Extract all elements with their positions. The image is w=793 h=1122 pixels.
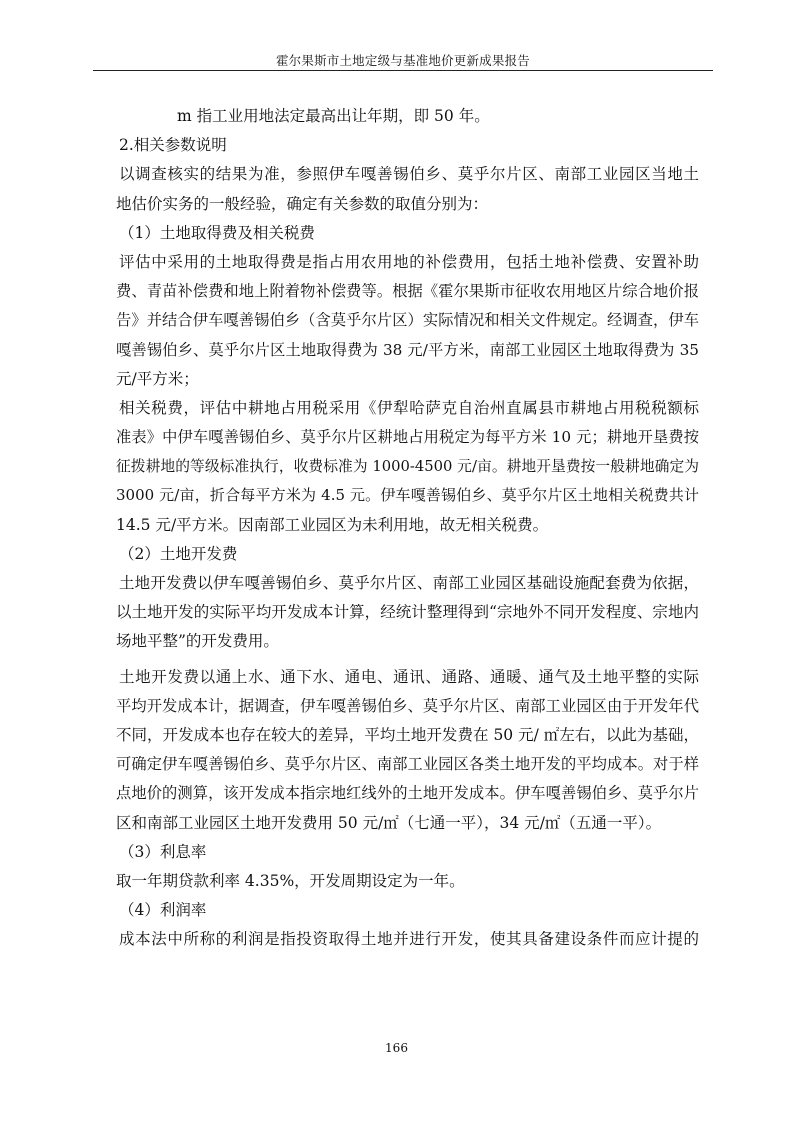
text-line: 区和南部工业园区土地开发费用 50 元/㎡（七通一平），34 元/㎡（五通一平）。	[116, 813, 662, 832]
text-line: 嘎善锡伯乡、莫乎尔片区土地取得费为 38 元/平方米，南部工业园区土地取得费为 35	[116, 340, 699, 359]
subsection-heading: （3）利息率	[119, 842, 207, 861]
text-line: 土地开发费以伊车嘎善锡伯乡、莫乎尔片区、南部工业园区基础设施配套费为依据，	[119, 574, 699, 592]
text-line: 点地价的测算，该开发成本指宗地红线外的土地开发成本。伊车嘎善锡伯乡、莫乎尔片	[116, 784, 699, 803]
text-line: 告》并结合伊车嘎善锡伯乡（含莫乎尔片区）实际情况和相关文件规定。经调查，伊车	[116, 311, 699, 330]
text-line: 以土地开发的实际平均开发成本计算，经统计整理得到“宗地外不同开发程度、宗地内	[116, 603, 699, 622]
text-line: 征拨耕地的等级标准执行，收费标准为 1000-4500 元/亩。耕地开垦费按一般耕地确定为	[116, 458, 699, 476]
text-line: 平均开发成本计，据调查，伊车嘎善锡伯乡、莫乎尔片区、南部工业园区由于开发年代	[116, 696, 699, 715]
text-line: 土地开发费以通上水、通下水、通电、通讯、通路、通暖、通气及土地平整的实际	[119, 667, 699, 686]
text-line: 场地平整”的开发费用。	[116, 632, 279, 651]
running-header: 霍尔果斯市土地定级与基准地价更新成果报告	[275, 53, 530, 68]
text-line: 取一年期贷款利率 4.35%，开发周期设定为一年。	[116, 871, 465, 890]
text-line: 元/平方米；	[116, 369, 199, 388]
text-line: 地估价实务的一般经验，确定有关参数的取值分别为：	[116, 194, 489, 213]
text-line: 以调查核实的结果为准，参照伊车嘎善锡伯乡、莫乎尔片区、南部工业园区当地土	[119, 165, 699, 184]
text-line: 3000 元/亩，折合每平方米为 4.5 元。伊车嘎善锡伯乡、莫乎尔片区土地相关税费共计	[116, 486, 699, 505]
text-line: 可确定伊车嘎善锡伯乡、莫乎尔片区、南部工业园区各类土地开发的平均成本。对于样	[116, 755, 699, 774]
text-line: 费、青苗补偿费和地上附着物补偿费等。根据《霍尔果斯市征收农用地区片综合地价报	[116, 282, 699, 301]
text-line: m 指工业用地法定最高出让年期，即 50 年。	[177, 107, 490, 125]
text-line: 相关税费，评估中耕地占用税采用《伊犁哈萨克自治州直属县市耕地占用税税额标	[119, 398, 699, 417]
subsection-heading: （4）利润率	[119, 901, 207, 920]
text-line: 评估中采用的土地取得费是指占用农用地的补偿费用，包括土地补偿费、安置补助	[119, 252, 699, 271]
header-rule	[93, 70, 713, 71]
section-heading: 2.相关参数说明	[119, 136, 227, 155]
text-line: 准表》中伊车嘎善锡伯乡、莫乎尔片区耕地占用税定为每平方米 10 元；耕地开垦费按	[116, 428, 699, 447]
page-number: 166	[385, 1041, 408, 1055]
text-line: 14.5 元/平方米。因南部工业园区为未利用地，故无相关税费。	[116, 515, 549, 534]
body-text	[116, 102, 699, 954]
text-line: 成本法中所称的利润是指投资取得土地并进行开发，使其具备建设条件而应计提的	[119, 930, 699, 949]
subsection-heading: （1）土地取得费及相关税费	[119, 223, 315, 242]
text-line: 不同，开发成本也存在较大的差异，平均土地开发费在 50 元/ ㎡左右，以此为基础，	[116, 725, 699, 744]
subsection-heading: （2）土地开发费	[119, 544, 238, 563]
